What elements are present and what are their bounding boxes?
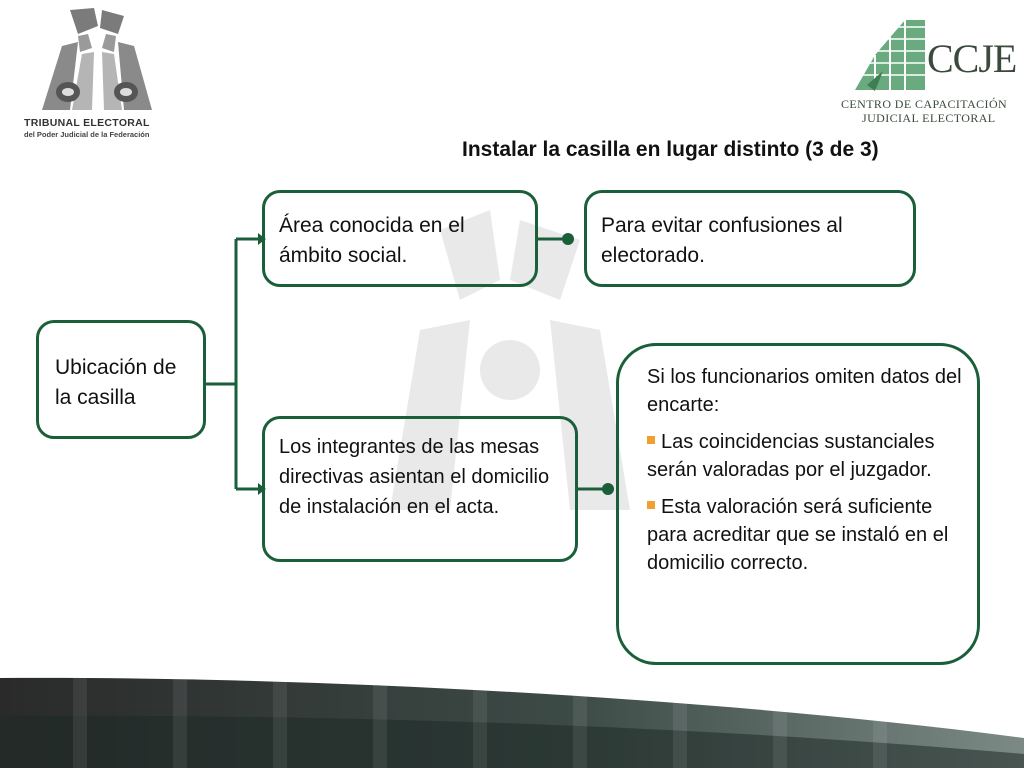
node-ubicacion-text: Ubicación de la casilla [55,356,177,409]
ccje-abbrev: CCJE [927,36,1017,81]
node-area-conocida [262,190,538,287]
node-area-text: Área conocida en el ámbito social. [279,214,465,267]
bullet-square-icon [647,436,655,444]
footer-decorative-band [0,676,1024,768]
tribunal-subtitle: del Poder Judicial de la Federación [24,130,150,139]
ccje-name-line1: CENTRO DE CAPACITACIÓN [841,97,1008,111]
slide-title: Instalar la casilla en lugar distinto (3 de 3) [462,138,879,161]
node-si-funcionarios [616,343,980,665]
bullet-item [647,428,963,484]
node-integrantes-mesas [262,416,578,562]
bullet-text: Esta valoración será suficiente para acreditar que se instaló en el domicilio correcto. [647,496,949,574]
tribunal-name: TRIBUNAL ELECTORAL [24,117,150,129]
bullet-text: Las coincidencias sustanciales serán valoradas por el juzgador. [647,431,935,481]
ccje-name-line2: JUDICIAL ELECTORAL [862,111,996,125]
node-si-intro: Si los funcionarios omiten datos del encarte: [647,366,962,416]
node-evitar-text: Para evitar confusiones al electorado. [601,214,843,267]
bullet-square-icon [647,501,655,509]
node-ubicacion-casilla [36,320,206,439]
connector-dot-bottom [602,483,614,495]
connector-dot-top [562,233,574,245]
bullet-item [647,493,963,577]
node-evitar-confusiones [584,190,916,287]
node-integrantes-text: Los integrantes de las mesas directivas asientan el domicilio de instalación en el acta. [279,436,550,518]
